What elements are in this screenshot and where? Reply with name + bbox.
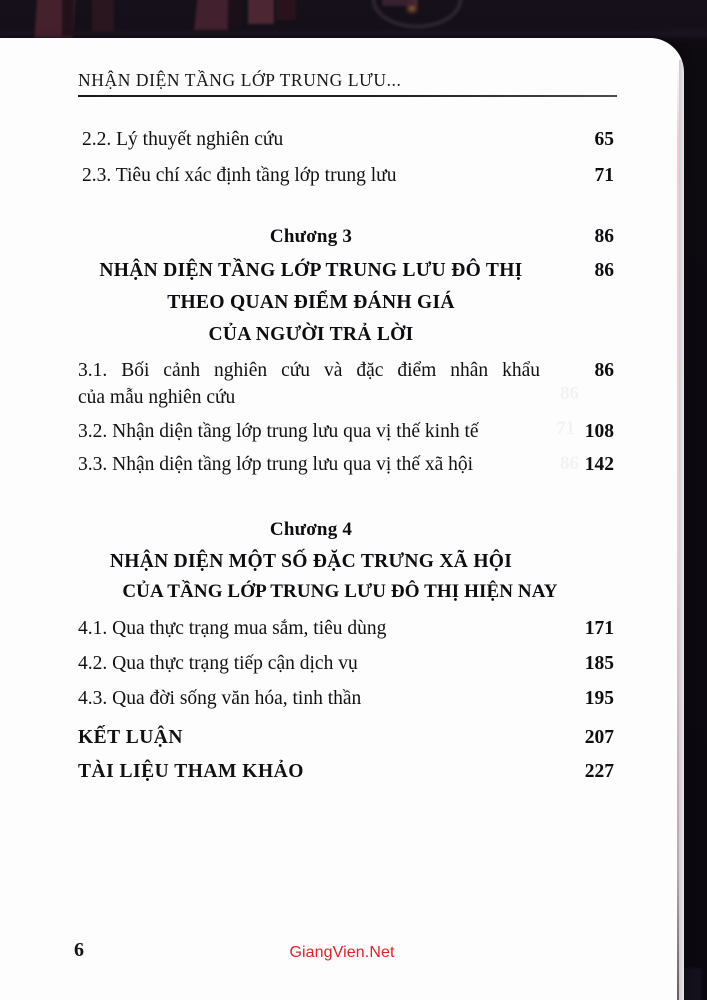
toc-entry[interactable]	[78, 618, 614, 640]
chapter-heading-4-number-row[interactable]	[78, 519, 614, 541]
toc-entry[interactable]	[78, 165, 614, 187]
chapter-heading-title-line2: CỦA TẦNG LỚP TRUNG LƯU ĐÔ THỊ HIỆN NAY	[122, 581, 558, 602]
chapter-heading-title-line3: CỦA NGƯỜI TRẢ LỜI	[208, 324, 414, 345]
toc-entry-label: 2.2. Lý thuyết nghiên cứu	[82, 129, 284, 150]
backdrop-artifact	[194, 0, 232, 30]
chapter-heading-3-title-row	[78, 324, 614, 346]
chapter-heading-number: Chương 3	[269, 226, 353, 247]
site-watermark: GiangVien.Net	[289, 944, 395, 961]
chapter-heading-title-line1: NHẬN DIỆN MỘT SỐ ĐẶC TRƯNG XÃ HỘI	[109, 551, 513, 572]
toc-entry-page: 227	[584, 761, 614, 782]
backdrop-artifact	[372, 0, 462, 28]
chapter-heading-title-page: 86	[594, 260, 614, 281]
chapter-heading-title-line2: THEO QUAN ĐIỂM ĐÁNH GIÁ	[167, 292, 455, 313]
toc-entry-page: 86	[594, 360, 614, 381]
page-number-folio: 6	[74, 939, 84, 961]
toc-entry-page: 71	[594, 165, 614, 186]
toc-entry[interactable]	[78, 129, 614, 151]
toc-entry[interactable]	[78, 653, 614, 675]
backdrop-artifact	[62, 0, 74, 36]
toc-entry-label: KẾT LUẬN	[78, 727, 183, 748]
backdrop-artifact	[228, 0, 242, 28]
toc-entry-page: 207	[584, 727, 614, 748]
running-header	[78, 70, 617, 97]
toc-entry-label: 4.3. Qua đời sống văn hóa, tinh thần	[78, 688, 362, 709]
toc-entry-label-continuation: của mẫu nghiên cứu	[78, 387, 236, 408]
chapter-heading-title-line1: NHẬN DIỆN TẦNG LỚP TRUNG LƯU ĐÔ THỊ	[99, 260, 523, 281]
chapter-heading-3-title-row[interactable]	[78, 260, 614, 282]
page-edge-line	[677, 62, 679, 1000]
chapter-heading-3-title-row	[78, 292, 614, 314]
toc-entry-page: 65	[594, 129, 614, 150]
backdrop-artifact	[248, 0, 274, 24]
toc-entry-label: 4.1. Qua thực trạng mua sắm, tiêu dùng	[78, 618, 387, 639]
toc-entry-label: 4.2. Qua thực trạng tiếp cận dịch vụ	[78, 653, 358, 674]
chapter-heading-3-number-row[interactable]	[78, 226, 614, 248]
toc-entry-label: 3.2. Nhận diện tầng lớp trung lưu qua vị thế kinh tế	[78, 421, 479, 442]
toc-entry-label: 2.3. Tiêu chí xác định tầng lớp trung lưu	[82, 165, 397, 186]
toc-entry-label: 3.3. Nhận diện tầng lớp trung lưu qua vị thế xã hội	[78, 454, 474, 475]
backdrop-artifact	[276, 0, 296, 20]
chapter-heading-page: 86	[594, 226, 614, 247]
chapter-heading-4-title-row	[78, 551, 614, 573]
toc-entry-page: 195	[584, 688, 614, 709]
toc-entry-page: 142	[584, 454, 614, 475]
toc-entry[interactable]	[78, 688, 614, 710]
toc-entry-continuation	[78, 387, 614, 409]
chapter-heading-number: Chương 4	[269, 519, 353, 540]
toc-entry[interactable]	[78, 421, 614, 443]
toc-entry[interactable]	[78, 454, 614, 476]
toc-entry-page: 108	[584, 421, 614, 442]
toc-entry-page: 185	[584, 653, 614, 674]
toc-entry-label: 3.1. Bối cảnh nghiên cứu và đặc điểm nhân khẩu	[78, 360, 540, 381]
backdrop-artifact	[92, 0, 114, 32]
running-header-rule	[78, 95, 617, 97]
toc-entry[interactable]	[78, 358, 614, 384]
toc-entry-references[interactable]	[78, 761, 614, 783]
toc-entry-conclusion[interactable]	[78, 727, 614, 749]
running-header-text: NHẬN DIỆN TẦNG LỚP TRUNG LƯU...	[78, 70, 402, 90]
chapter-heading-4-title-row	[78, 581, 614, 603]
toc-entry-label: TÀI LIỆU THAM KHẢO	[78, 761, 304, 782]
toc-entry-page: 171	[584, 618, 614, 639]
page-edge-shadow	[679, 60, 688, 1000]
